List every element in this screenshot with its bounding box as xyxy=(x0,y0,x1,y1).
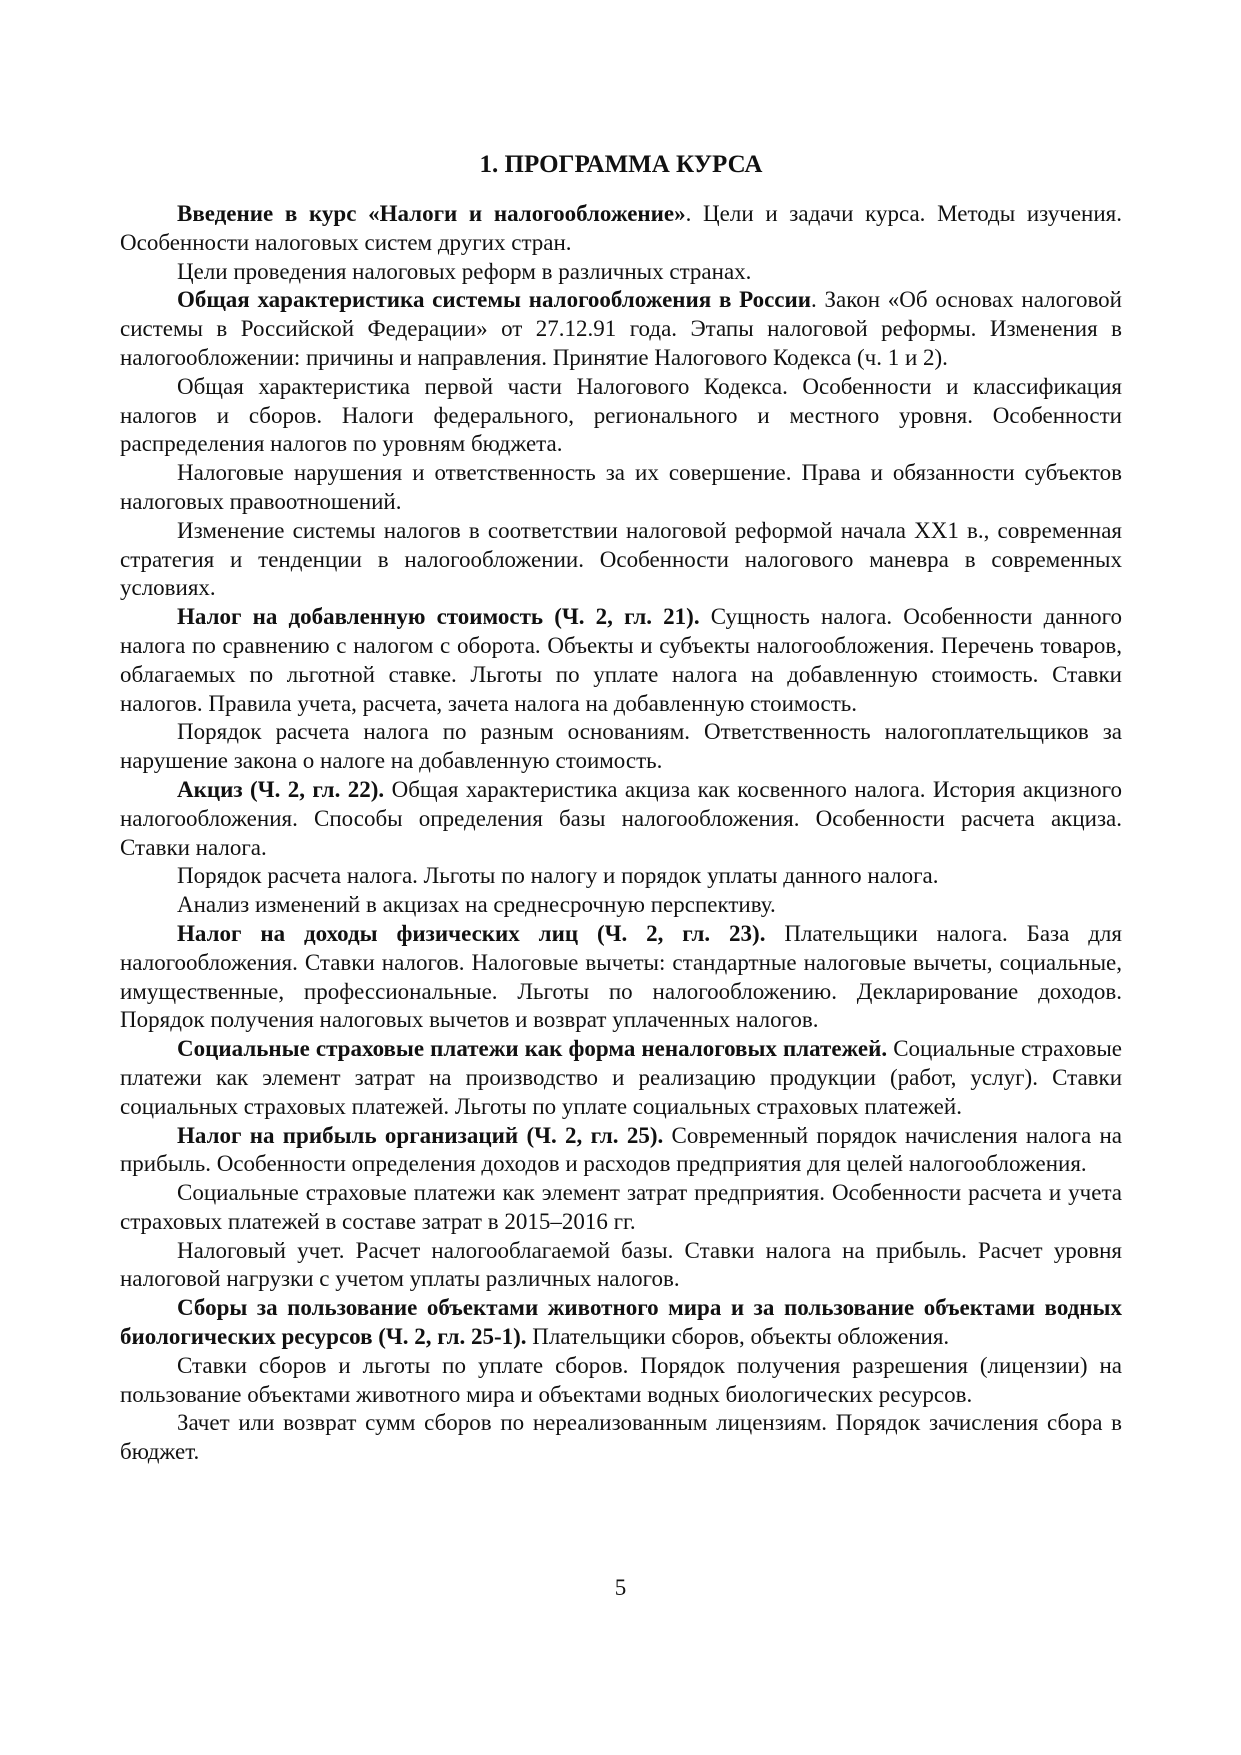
paragraph-text: Порядок расчета налога. Льготы по налогу и порядок уплаты данного налога. xyxy=(177,863,939,889)
paragraph-text: Плательщики сборов, объекты обложения. xyxy=(526,1324,950,1350)
paragraph-heading: Общая характеристика системы налогообложения в России xyxy=(177,287,812,313)
paragraph-text: Плательщики налога. База для налогообложения. Ставки налогов. Налоговые вычеты: стандартные налоговые вычеты, социальные, имущественные, профессиональные. Льготы по налогообложению. Декларирование доходов. Порядок получения налоговых вычетов и возврат уплаченных налогов. xyxy=(120,920,1122,1033)
paragraph-heading: Налог на прибыль организаций (Ч. 2, гл. 25). xyxy=(177,1122,664,1148)
paragraph xyxy=(120,862,1122,891)
paragraph-heading: Введение в курс «Налоги и налогообложение» xyxy=(177,201,686,226)
paragraph xyxy=(120,1409,1122,1467)
paragraph xyxy=(120,258,1122,287)
paragraph-text: Современный порядок начисления налога на прибыль. Особенности определения доходов и расходов предприятия для целей налогообложения. xyxy=(120,1122,1122,1177)
paragraph-text: Сущность налога. Особенности данного налога по сравнению с налогом с оборота. Объекты и субъекты налогообложения. Перечень товаров, облагаемых по льготной ставке. Льготы по уплате налога на добавленную стоимость. Ставки налогов. Правила учета, расчета, зачета налога на добавленную стоимость. xyxy=(120,604,1122,716)
paragraph-text: Зачет или возврат сумм сборов по нереализованным лицензиям. Порядок зачисления сбора в бюджет. xyxy=(120,1410,1122,1465)
paragraph-social-payments xyxy=(120,1035,1122,1121)
paragraph xyxy=(120,459,1122,517)
paragraph xyxy=(120,517,1122,603)
paragraph-text: Социальные страховые платежи как элемент затрат на производство и реализацию продукции (работ, услуг). Ставки социальных страховых платежей. Льготы по уплате социальных страховых платежей. xyxy=(120,1036,1122,1119)
paragraph-vat xyxy=(120,603,1122,718)
paragraph-heading: Налог на добавленную стоимость (Ч. 2, гл. 21). xyxy=(177,604,700,630)
paragraph-text: Цели проведения налоговых реформ в различных странах. xyxy=(177,258,752,284)
paragraph xyxy=(120,1237,1122,1295)
paragraph-text: Анализ изменений в акцизах на среднесрочную перспективу. xyxy=(177,892,776,918)
page-title: 1. ПРОГРАММА КУРСА xyxy=(479,151,763,178)
paragraph-text: Налоговые нарушения и ответственность за их совершение. Права и обязанности субъектов налоговых правоотношений. xyxy=(120,460,1122,514)
paragraph-russia-system xyxy=(120,286,1122,372)
paragraph-text: Порядок расчета налога по разным основаниям. Ответственность налогоплательщиков за нарушение закона о налоге на добавленную стоимость. xyxy=(120,719,1122,774)
paragraph-text: Социальные страховые платежи как элемент затрат предприятия. Особенности расчета и учета страховых платежей в составе затрат в 2015–2016 гг. xyxy=(120,1180,1122,1234)
paragraph-text: . Цели и задачи курса. Методы изучения. Особенности налоговых систем других стран. xyxy=(120,201,1122,255)
paragraph xyxy=(120,1179,1122,1237)
paragraph-wildlife-fees xyxy=(120,1294,1122,1352)
paragraph xyxy=(120,718,1122,776)
document-page xyxy=(120,150,1122,1467)
paragraph-intro xyxy=(120,200,1122,258)
paragraph-income-tax xyxy=(120,920,1122,1035)
paragraph-profit-tax xyxy=(120,1122,1122,1180)
paragraph-text: Изменение системы налогов в соответствии налоговой реформой начала XX1 в., современная стратегия и тенденции в налогообложении. Особенности налогового маневра в современных условиях. xyxy=(120,517,1122,601)
paragraph-text: Налоговый учет. Расчет налогооблагаемой базы. Ставки налога на прибыль. Расчет уровня налоговой нагрузки с учетом уплаты различных налогов. xyxy=(120,1237,1122,1292)
paragraph-text: Общая характеристика первой части Налогового Кодекса. Особенности и классификация налогов и сборов. Налоги федерального, регионального и местного уровня. Особенности распределения налогов по уровням бюджета. xyxy=(120,373,1122,457)
paragraph xyxy=(120,1352,1122,1410)
paragraph-text: Ставки сборов и льготы по уплате сборов. Порядок получения разрешения (лицензии) на пользование объектами животного мира и объектами водных биологических ресурсов. xyxy=(120,1352,1122,1407)
paragraph-excise xyxy=(120,776,1122,862)
paragraph-heading: Налог на доходы физических лиц (Ч. 2, гл. 23). xyxy=(177,920,766,946)
paragraph-text: Общая характеристика акциза как косвенного налога. История акцизного налогообложения. Способы определения базы налогообложения. Особенности расчета акциза. Ставки налога. xyxy=(120,776,1122,860)
paragraph-heading: Сборы за пользование объектами животного мира и за пользование объектами водных биологических ресурсов (Ч. 2, гл. 25-1). xyxy=(120,1295,1122,1350)
paragraph-text: . Закон «Об основах налоговой системы в Российской Федерации» от 27.12.91 года. Этапы налоговой реформы. Изменения в налогообложении: причины и направления. Принятие Налогового Кодекса (ч. 1 и 2). xyxy=(120,287,1122,370)
paragraph xyxy=(120,373,1122,459)
paragraph-heading: Социальные страховые платежи как форма неналоговых платежей. xyxy=(177,1036,888,1062)
page-number: 5 xyxy=(614,1575,627,1600)
paragraph xyxy=(120,891,1122,920)
paragraph-heading: Акциз (Ч. 2, гл. 22). xyxy=(177,776,385,802)
